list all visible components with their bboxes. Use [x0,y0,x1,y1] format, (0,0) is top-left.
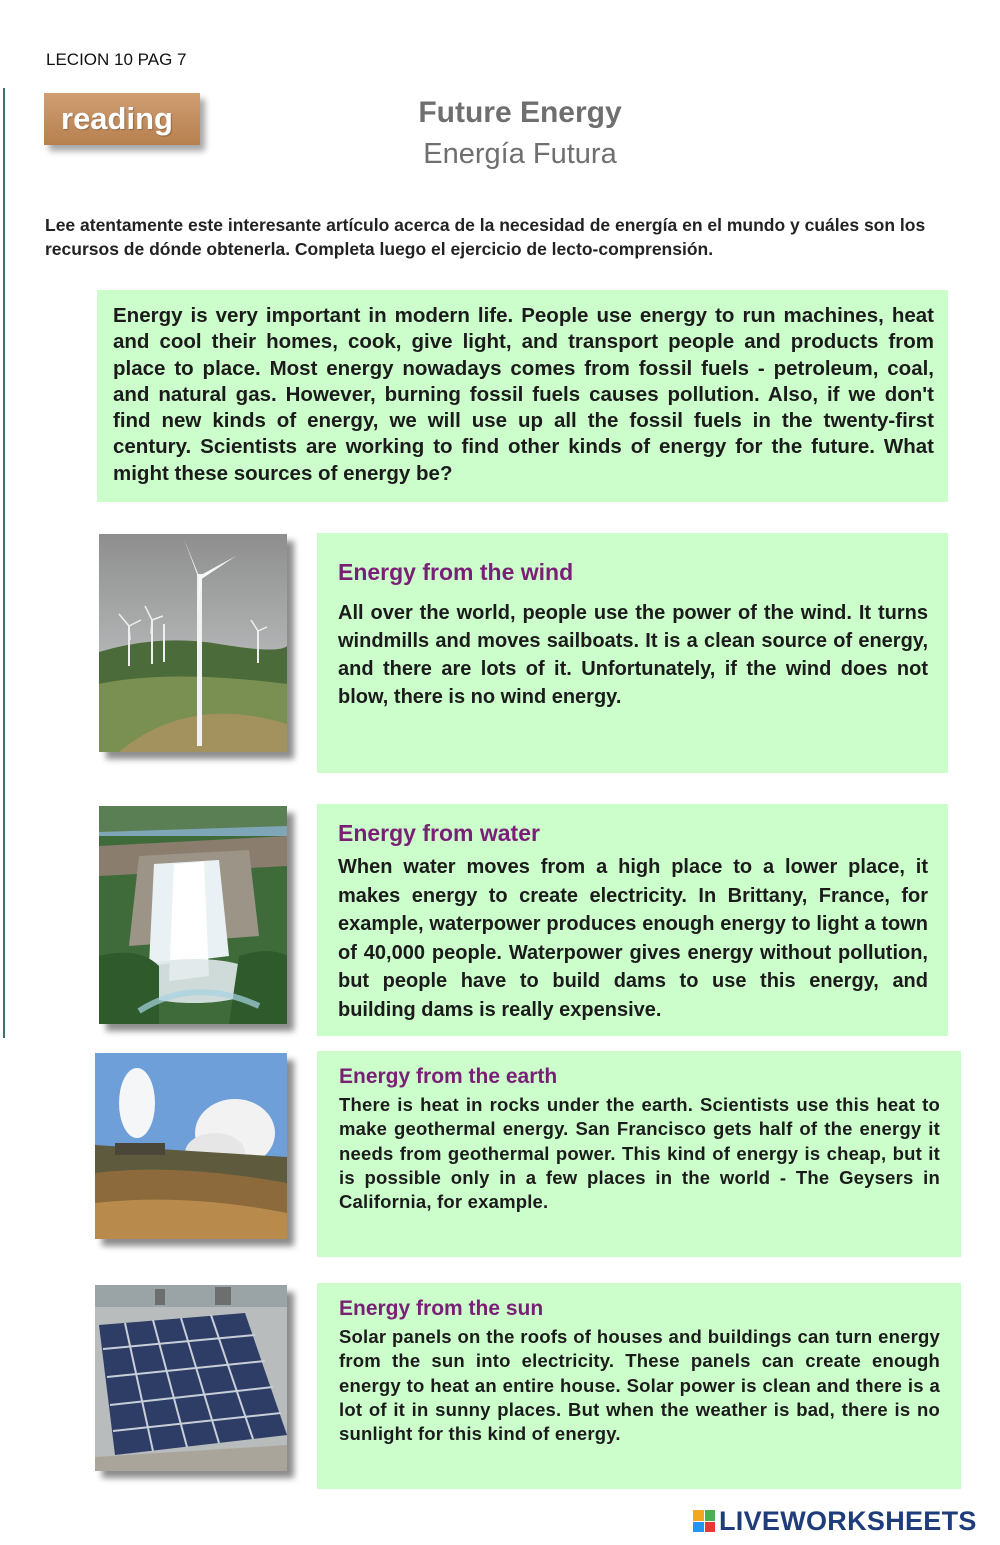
page-subtitle: Energía Futura [423,138,617,170]
earth-section-title: Energy from the earth [339,1065,558,1088]
water-section [317,804,948,1036]
lesson-reference: LECION 10 PAG 7 [46,50,187,69]
wind-section-text: All over the world, people use the power of the wind. It turns windmills and moves sailboats. It is a clean source of energy, and there are lots of it. Unfortunately, if the wind does not blow, there is no wind energy. [338,602,928,708]
intro-paragraph: Energy is very important in modern life. People use energy to run machines, heat and cool their homes, cook, give light, and transport people and products from place to place. Most energy nowadays comes from fossil fuels - petroleum, coal, and natural gas. However, burning fossil fuels causes pollution. Also, if we don't find new kinds of energy, we will use up all the fossil fuels in the twenty-first century. Scientists are working to find other kinds of energy for the future. What might these sources of energy be? [113,304,934,485]
page-title: Future Energy [418,96,622,129]
water-section-title: Energy from water [338,820,540,846]
left-margin-rule [3,88,5,1038]
liveworksheets-logo-icon [693,1510,715,1532]
intro-box [97,290,948,502]
sun-section [317,1283,961,1489]
reading-badge: reading [44,93,200,145]
earth-section [317,1051,961,1257]
geothermal-steam-photo [95,1053,287,1239]
instructions: Lee atentamente este interesante artículo acerca de la necesidad de energía en el mundo y cuáles son los recursos de dónde obtenerla. Completa luego el ejercicio de lecto-comprensión. [45,215,926,259]
liveworksheets-logo-text: LIVEWORKSHEETS [719,1505,977,1536]
sun-section-text: Solar panels on the roofs of houses and buildings can turn energy from the sun into electricity. These panels can create enough energy to heat an entire house. Solar power is clean and there is a lot of it in sunny places. But when the weather is bad, there is no sunlight for this kind of energy. [339,1326,940,1445]
earth-section-text: There is heat in rocks under the earth. Scientists use this heat to make geothermal energy. San Francisco gets half of the energy it needs from geothermal power. This kind of energy is cheap, but it is possible only in a few places in the world - The Geysers in California, for example. [339,1094,940,1213]
wind-section-title: Energy from the wind [338,559,574,585]
wind-turbines-photo [99,534,287,752]
water-section-text: When water moves from a high place to a lower place, it makes energy to create electricity. In Brittany, France, for example, waterpower produces enough energy to light a town of 40,000 people. Waterpower gives energy without pollution, but people have to build dams to use this energy, and building dams is really expensive. [338,856,928,1021]
dam-waterfall-photo [99,806,287,1024]
wind-section [317,533,948,773]
solar-panels-photo [95,1285,287,1471]
liveworksheets-logo [693,1503,977,1539]
sun-section-title: Energy from the sun [339,1297,544,1320]
